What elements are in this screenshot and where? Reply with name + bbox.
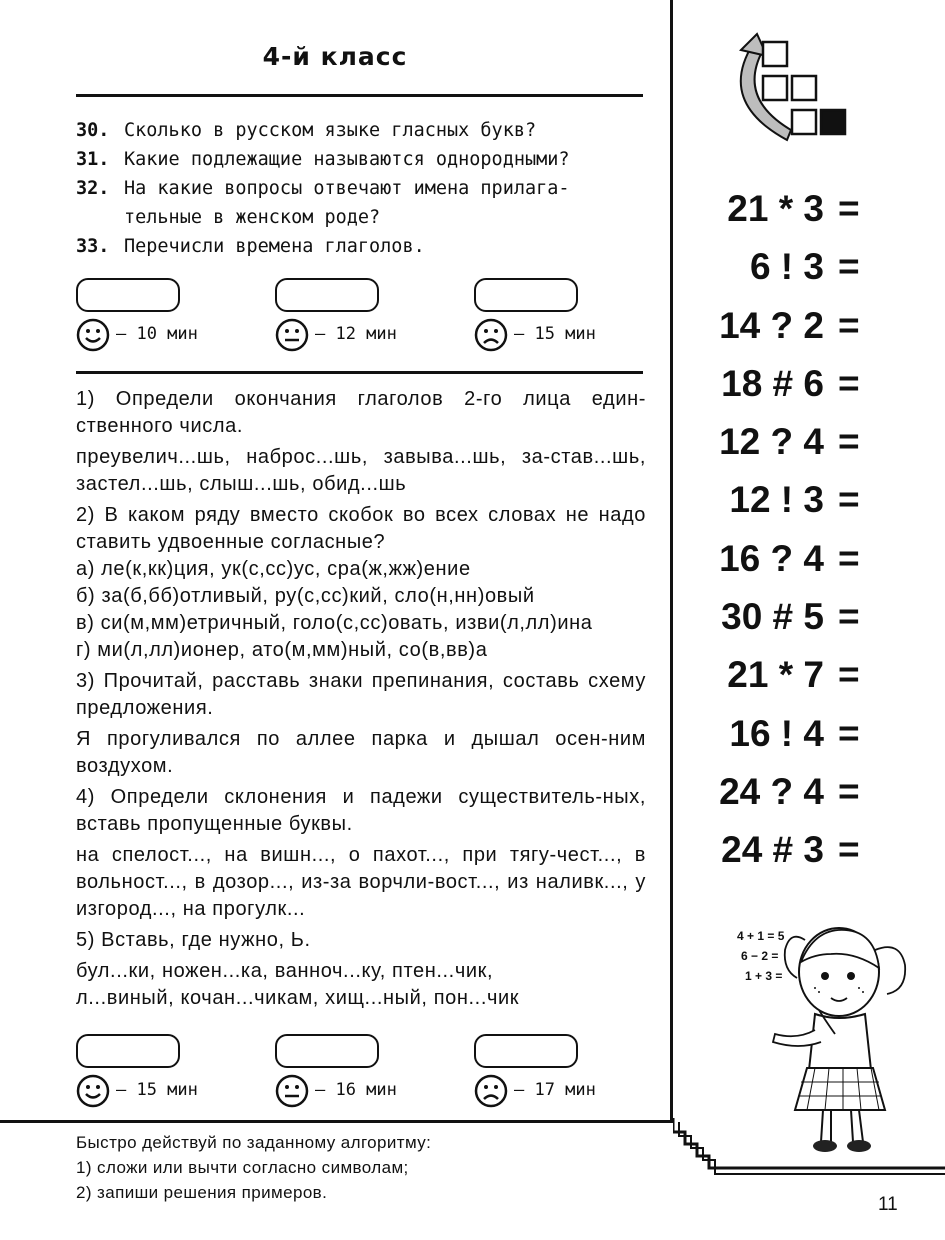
question-number: 33.: [76, 236, 110, 257]
question-item: [76, 116, 646, 145]
expression-text: 16 ? 4: [719, 537, 824, 579]
task-2-option-a: а) ле(к,кк)ция, ук(с,сс)ус, сра(ж,жж)ение: [76, 558, 471, 580]
task-2: 2) В каком ряду вместо скобок во всех словах не надо ставить удвоенные согласные?: [76, 504, 646, 553]
expression: [696, 709, 926, 767]
expression-list: [696, 184, 926, 884]
equals-sign: =: [838, 596, 860, 638]
equals-sign: =: [838, 304, 860, 346]
expression-text: 24 # 3: [721, 829, 824, 871]
divider-top: [76, 94, 643, 97]
expression-text: 18 # 6: [721, 362, 824, 404]
expression-text: 21 * 7: [727, 654, 824, 696]
task-5: 5) Вставь, где нужно, Ь.: [76, 929, 311, 951]
timer-label: — 12 мин: [315, 324, 397, 344]
question-text: Перечисли времена глаголов.: [124, 236, 425, 257]
task-4-words: на спелост..., на вишн..., о пахот..., при тягу-чест..., в вольност..., в дозор..., из-за ворчли-вост..., из наливк..., у изгород..., на прогулк...: [76, 844, 646, 920]
task-1-words: преувелич...шь, наброс...шь, завыва...шь, за-став...шь, застел...шь, слыш...шь, обид...шь: [76, 446, 646, 495]
timer-row-top: [76, 278, 646, 358]
equals-sign: =: [838, 362, 860, 404]
timer-label: — 17 мин: [514, 1080, 596, 1100]
question-item: [76, 145, 646, 174]
expression: [696, 184, 926, 242]
task-4: 4) Определи склонения и падежи существитель-ных, вставь пропущенные буквы.: [76, 786, 646, 835]
footer-instructions: [76, 1130, 656, 1205]
footer-line-2: 1) сложи или вычти согласно символам;: [76, 1158, 409, 1177]
timer-happy: [76, 1034, 256, 1114]
answer-box[interactable]: [474, 278, 578, 312]
expression: [696, 242, 926, 300]
neutral-face-icon: [275, 318, 309, 352]
task-2-option-g: г) ми(л,лл)ионер, ато(м,мм)ный, со(в,вв)а: [76, 639, 488, 661]
timer-label: — 16 мин: [315, 1080, 397, 1100]
page-number: 11: [878, 1194, 898, 1215]
answer-box[interactable]: [76, 278, 180, 312]
expression-text: 12 ? 4: [719, 421, 824, 463]
timer-neutral: [275, 278, 455, 358]
answer-box[interactable]: [275, 1034, 379, 1068]
task-2-option-v: в) си(м,мм)етричный, голо(с,сс)овать, изви(л,лл)ина: [76, 612, 593, 634]
equals-sign: =: [838, 770, 860, 812]
expression: [696, 359, 926, 417]
equals-sign: =: [838, 188, 860, 229]
question-item: [76, 174, 646, 232]
task-3-sentence: Я прогуливался по аллее парка и дышал осен-ним воздухом.: [76, 728, 646, 777]
expression-text: 21 * 3: [727, 188, 824, 229]
timer-sad: [474, 278, 654, 358]
equals-sign: =: [838, 537, 860, 579]
question-text: На какие вопросы отвечают имена прилага-тельные в женском роде?: [124, 178, 570, 228]
expression-text: 6 ! 3: [749, 246, 824, 288]
footer-line-1: Быстро действуй по заданному алгоритму:: [76, 1133, 432, 1152]
task-3: 3) Прочитай, расставь знаки препинания, составь схему предложения.: [76, 670, 646, 719]
timer-label: — 10 мин: [116, 324, 198, 344]
answer-box[interactable]: [474, 1034, 578, 1068]
task-1: 1) Определи окончания глаголов 2-го лица един-ственного числа.: [76, 388, 646, 437]
blackboard-line: 6 − 2 =: [741, 949, 779, 963]
task-5-line-1: бул...ки, ножен...ка, ванноч...ку, птен...чик,: [76, 960, 494, 982]
question-number: 32.: [76, 178, 110, 199]
expression: [696, 592, 926, 650]
timer-neutral: [275, 1034, 455, 1114]
expression: [696, 650, 926, 708]
equals-sign: =: [838, 246, 860, 288]
timer-row-bottom: [76, 1034, 646, 1114]
expression-text: 14 ? 2: [719, 304, 824, 346]
blackboard-line: 1 + 3 =: [745, 969, 783, 983]
timer-label: — 15 мин: [514, 324, 596, 344]
expression-text: 12 ! 3: [729, 479, 824, 521]
expression: [696, 534, 926, 592]
neutral-face-icon: [275, 1074, 309, 1108]
question-text: Сколько в русском языке гласных букв?: [124, 120, 537, 141]
timer-label: — 15 мин: [116, 1080, 198, 1100]
task-5-line-2: л...виный, кочан...чикам, хищ...ный, пон...чик: [76, 987, 520, 1009]
expression: [696, 825, 926, 883]
answer-box[interactable]: [275, 278, 379, 312]
expression: [696, 475, 926, 533]
expression: [696, 301, 926, 359]
question-item: [76, 232, 646, 261]
task-list: [76, 386, 646, 1012]
happy-face-icon: [76, 1074, 110, 1108]
equals-sign: =: [838, 421, 860, 463]
expression-text: 30 # 5: [721, 596, 824, 638]
equals-sign: =: [838, 829, 860, 871]
question-text: Какие подлежащие называются однородными?: [124, 149, 570, 170]
question-number: 30.: [76, 120, 110, 141]
equals-sign: =: [838, 654, 860, 696]
expression: [696, 767, 926, 825]
footer-line-3: 2) запиши решения примеров.: [76, 1183, 328, 1202]
answer-box[interactable]: [76, 1034, 180, 1068]
timer-happy: [76, 278, 256, 358]
equals-sign: =: [838, 479, 860, 521]
expression-text: 16 ! 4: [729, 712, 824, 754]
page-title: 4-й класс: [262, 42, 408, 71]
equals-sign: =: [838, 712, 860, 754]
task-2-option-b: б) за(б,бб)отливый, ру(с,сс)кий, сло(н,нн)овый: [76, 585, 535, 607]
question-list: [76, 116, 646, 261]
stair-step-border: [673, 1118, 945, 1178]
question-number: 31.: [76, 149, 110, 170]
happy-face-icon: [76, 318, 110, 352]
expression: [696, 417, 926, 475]
blackboard-line: 4 + 1 = 5: [737, 929, 785, 943]
divider-bottom: [0, 1120, 673, 1123]
sad-face-icon: [474, 318, 508, 352]
column-divider: [670, 0, 673, 1122]
divider-middle: [76, 371, 643, 374]
timer-sad: [474, 1034, 654, 1114]
sad-face-icon: [474, 1074, 508, 1108]
section-logo-icon: [725, 32, 860, 152]
expression-text: 24 ? 4: [719, 770, 824, 812]
